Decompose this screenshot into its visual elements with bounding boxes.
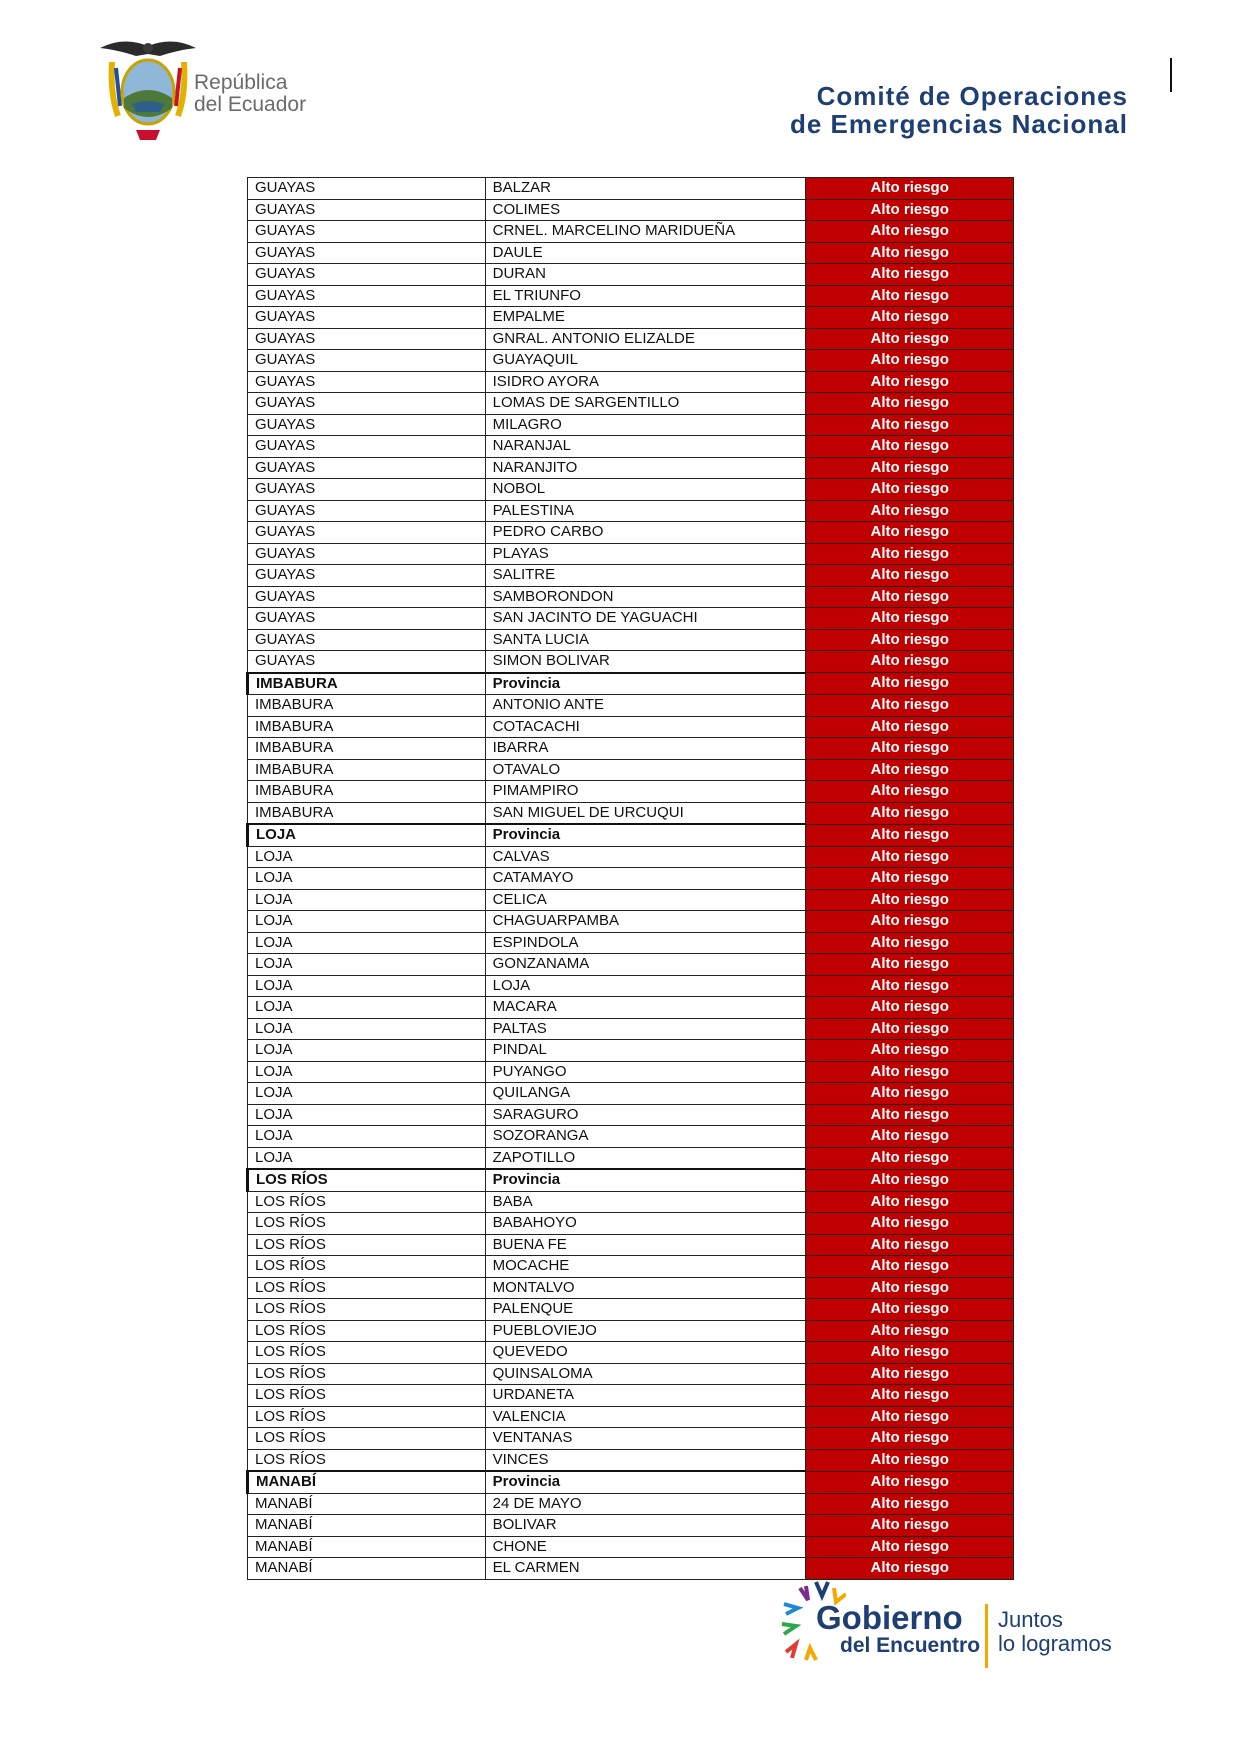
canton-cell: SAN JACINTO DE YAGUACHI [485,608,806,630]
risk-level-cell: Alto riesgo [806,350,1014,372]
table-row [248,1406,1014,1428]
risk-level-cell: Alto riesgo [806,1061,1014,1083]
table-row [248,911,1014,933]
province-cell: IMBABURA [248,802,486,824]
risk-level-cell: Alto riesgo [806,759,1014,781]
canton-cell: SALITRE [485,565,806,587]
province-cell: LOS RÍOS [248,1191,486,1213]
risk-level-cell: Alto riesgo [806,1234,1014,1256]
risk-level-cell: Alto riesgo [806,1449,1014,1471]
province-cell: GUAYAS [248,414,486,436]
province-cell: LOJA [248,1061,486,1083]
risk-level-cell: Alto riesgo [806,673,1014,695]
risk-table-body [248,178,1014,1580]
risk-level-cell: Alto riesgo [806,716,1014,738]
risk-level-cell: Alto riesgo [806,1299,1014,1321]
province-cell: GUAYAS [248,608,486,630]
risk-level-cell: Alto riesgo [806,1406,1014,1428]
canton-cell: CHAGUARPAMBA [485,911,806,933]
province-cell: LOJA [248,932,486,954]
risk-level-cell: Alto riesgo [806,889,1014,911]
risk-level-cell: Alto riesgo [806,221,1014,243]
canton-cell: ISIDRO AYORA [485,371,806,393]
table-row [248,307,1014,329]
footer-divider [985,1604,988,1668]
province-header-row [248,824,1014,846]
risk-level-cell: Alto riesgo [806,1213,1014,1235]
province-cell: LOS RÍOS [248,1363,486,1385]
risk-level-cell: Alto riesgo [806,242,1014,264]
table-row [248,221,1014,243]
table-row [248,802,1014,824]
table-row [248,1147,1014,1169]
canton-cell: LOMAS DE SARGENTILLO [485,393,806,415]
table-row [248,371,1014,393]
table-row [248,1363,1014,1385]
canton-cell: PEDRO CARBO [485,522,806,544]
canton-cell: SANTA LUCIA [485,629,806,651]
risk-level-cell: Alto riesgo [806,371,1014,393]
risk-level-cell: Alto riesgo [806,868,1014,890]
ecuador-coat-of-arms-icon [98,34,198,144]
canton-cell: BABAHOYO [485,1213,806,1235]
risk-level-cell: Alto riesgo [806,543,1014,565]
table-row [248,695,1014,717]
table-row [248,393,1014,415]
risk-level-cell: Alto riesgo [806,975,1014,997]
risk-level-cell: Alto riesgo [806,1018,1014,1040]
risk-level-cell: Alto riesgo [806,1147,1014,1169]
risk-level-cell: Alto riesgo [806,479,1014,501]
canton-cell: OTAVALO [485,759,806,781]
table-row [248,1277,1014,1299]
province-cell: LOJA [248,889,486,911]
republica-line-1: República [194,71,288,94]
table-row [248,1256,1014,1278]
table-row [248,975,1014,997]
canton-cell: SARAGURO [485,1104,806,1126]
table-row [248,868,1014,890]
risk-level-cell: Alto riesgo [806,522,1014,544]
province-header-row [248,673,1014,695]
province-cell: GUAYAS [248,522,486,544]
canton-cell: EL CARMEN [485,1558,806,1580]
canton-cell: GNRAL. ANTONIO ELIZALDE [485,328,806,350]
table-row [248,651,1014,673]
table-row [248,759,1014,781]
republica-logo [98,34,358,144]
canton-cell: ESPINDOLA [485,932,806,954]
province-cell: LOS RÍOS [248,1428,486,1450]
risk-level-cell: Alto riesgo [806,846,1014,868]
table-row [248,1428,1014,1450]
table-row [248,1018,1014,1040]
province-cell: LOJA [248,997,486,1019]
province-cell: LOJA [248,846,486,868]
table-row [248,1299,1014,1321]
table-row [248,414,1014,436]
table-row [248,1234,1014,1256]
province-cell: GUAYAS [248,221,486,243]
table-row [248,178,1014,200]
republica-line-2: del Ecuador [194,93,307,116]
canton-cell: QUILANGA [485,1083,806,1105]
table-row [248,1342,1014,1364]
risk-level-cell: Alto riesgo [806,414,1014,436]
table-row [248,328,1014,350]
canton-cell: COTACACHI [485,716,806,738]
risk-level-cell: Alto riesgo [806,1342,1014,1364]
province-cell: GUAYAS [248,264,486,286]
risk-level-cell: Alto riesgo [806,500,1014,522]
province-cell: LOS RÍOS [248,1449,486,1471]
risk-level-cell: Alto riesgo [806,954,1014,976]
canton-cell: MACARA [485,997,806,1019]
province-cell: LOS RÍOS [248,1169,486,1191]
province-cell: IMBABURA [248,695,486,717]
province-cell: MANABÍ [248,1493,486,1515]
risk-level-cell: Alto riesgo [806,1277,1014,1299]
canton-cell: COLIMES [485,199,806,221]
canton-cell: BOLIVAR [485,1515,806,1537]
table-row [248,565,1014,587]
province-cell: GUAYAS [248,178,486,200]
table-row [248,457,1014,479]
risk-level-cell: Alto riesgo [806,1104,1014,1126]
canton-cell: BALZAR [485,178,806,200]
table-row [248,1515,1014,1537]
table-row [248,522,1014,544]
canton-cell: DURAN [485,264,806,286]
canton-cell: SOZORANGA [485,1126,806,1148]
table-row [248,932,1014,954]
province-header-row [248,1169,1014,1191]
risk-level-cell: Alto riesgo [806,457,1014,479]
risk-level-cell: Alto riesgo [806,199,1014,221]
canton-cell: Provincia [485,1169,806,1191]
risk-level-cell: Alto riesgo [806,738,1014,760]
canton-cell: BABA [485,1191,806,1213]
province-cell: GUAYAS [248,371,486,393]
province-cell: MANABÍ [248,1515,486,1537]
canton-cell: MOCACHE [485,1256,806,1278]
canton-cell: MILAGRO [485,414,806,436]
province-cell: LOS RÍOS [248,1406,486,1428]
province-cell: LOS RÍOS [248,1385,486,1407]
risk-level-cell: Alto riesgo [806,1083,1014,1105]
province-cell: LOS RÍOS [248,1320,486,1342]
risk-level-cell: Alto riesgo [806,1169,1014,1191]
gobierno-logo [776,1574,1136,1674]
risk-level-cell: Alto riesgo [806,1126,1014,1148]
coe-title [790,82,1128,138]
table-row [248,1104,1014,1126]
risk-level-cell: Alto riesgo [806,824,1014,846]
canton-cell: PLAYAS [485,543,806,565]
province-cell: LOJA [248,1104,486,1126]
risk-level-cell: Alto riesgo [806,565,1014,587]
risk-level-cell: Alto riesgo [806,285,1014,307]
province-cell: LOS RÍOS [248,1256,486,1278]
canton-cell: CHONE [485,1536,806,1558]
table-row [248,500,1014,522]
table-row [248,846,1014,868]
canton-cell: EL TRIUNFO [485,285,806,307]
risk-level-cell: Alto riesgo [806,911,1014,933]
table-row [248,1385,1014,1407]
canton-cell: EMPALME [485,307,806,329]
canton-cell: QUINSALOMA [485,1363,806,1385]
risk-level-cell: Alto riesgo [806,651,1014,673]
province-cell: LOS RÍOS [248,1299,486,1321]
canton-cell: PUEBLOVIEJO [485,1320,806,1342]
table-row [248,264,1014,286]
table-row [248,608,1014,630]
risk-level-cell: Alto riesgo [806,781,1014,803]
table-row [248,1493,1014,1515]
province-cell: LOJA [248,1126,486,1148]
province-cell: LOS RÍOS [248,1342,486,1364]
canton-cell: PINDAL [485,1040,806,1062]
table-row [248,543,1014,565]
canton-cell: GONZANAMA [485,954,806,976]
risk-level-cell: Alto riesgo [806,307,1014,329]
table-row [248,954,1014,976]
canton-cell: ZAPOTILLO [485,1147,806,1169]
canton-cell: PALESTINA [485,500,806,522]
province-cell: GUAYAS [248,565,486,587]
risk-level-cell: Alto riesgo [806,1515,1014,1537]
coe-title-line-2: de Emergencias Nacional [789,109,1128,139]
risk-level-cell: Alto riesgo [806,586,1014,608]
canton-cell: NARANJITO [485,457,806,479]
canton-cell: DAULE [485,242,806,264]
canton-cell: Provincia [485,824,806,846]
canton-cell: Provincia [485,673,806,695]
risk-level-cell: Alto riesgo [806,629,1014,651]
risk-level-cell: Alto riesgo [806,1256,1014,1278]
risk-level-cell: Alto riesgo [806,932,1014,954]
risk-level-cell: Alto riesgo [806,436,1014,458]
canton-cell: CALVAS [485,846,806,868]
province-cell: MANABÍ [248,1558,486,1580]
canton-cell: BUENA FE [485,1234,806,1256]
canton-cell: ANTONIO ANTE [485,695,806,717]
table-row [248,738,1014,760]
canton-cell: VENTANAS [485,1428,806,1450]
del-encuentro-word: del Encuentro [840,1634,981,1657]
risk-level-cell: Alto riesgo [806,695,1014,717]
risk-level-cell: Alto riesgo [806,608,1014,630]
province-cell: IMBABURA [248,716,486,738]
province-cell: GUAYAS [248,629,486,651]
province-cell: IMBABURA [248,759,486,781]
juntos-lo-logramos [998,1608,1112,1656]
table-row [248,629,1014,651]
table-row [248,1061,1014,1083]
canton-cell: PALTAS [485,1018,806,1040]
province-cell: IMBABURA [248,781,486,803]
risk-level-cell: Alto riesgo [806,1320,1014,1342]
header-divider [1170,58,1172,92]
table-row [248,716,1014,738]
risk-level-cell: Alto riesgo [806,1363,1014,1385]
table-row [248,436,1014,458]
province-cell: IMBABURA [248,738,486,760]
canton-cell: PUYANGO [485,1061,806,1083]
canton-cell: CATAMAYO [485,868,806,890]
province-cell: LOJA [248,911,486,933]
province-cell: LOS RÍOS [248,1234,486,1256]
gobierno-word: Gobierno [816,1599,963,1636]
risk-level-cell: Alto riesgo [806,328,1014,350]
province-cell: GUAYAS [248,586,486,608]
risk-level-cell: Alto riesgo [806,178,1014,200]
table-row [248,1040,1014,1062]
canton-cell: IBARRA [485,738,806,760]
province-cell: LOJA [248,1147,486,1169]
table-row [248,1191,1014,1213]
risk-level-cell: Alto riesgo [806,802,1014,824]
canton-cell: CRNEL. MARCELINO MARIDUEÑA [485,221,806,243]
risk-level-cell: Alto riesgo [806,1471,1014,1493]
canton-cell: PALENQUE [485,1299,806,1321]
province-cell: LOJA [248,975,486,997]
table-row [248,199,1014,221]
risk-level-cell: Alto riesgo [806,1493,1014,1515]
canton-cell: SAMBORONDON [485,586,806,608]
province-cell: GUAYAS [248,651,486,673]
risk-level-cell: Alto riesgo [806,997,1014,1019]
risk-level-cell: Alto riesgo [806,393,1014,415]
table-row [248,1083,1014,1105]
province-cell: GUAYAS [248,307,486,329]
canton-cell: GUAYAQUIL [485,350,806,372]
province-cell: LOJA [248,1018,486,1040]
province-cell: LOS RÍOS [248,1277,486,1299]
canton-cell: 24 DE MAYO [485,1493,806,1515]
canton-cell: PIMAMPIRO [485,781,806,803]
table-row [248,1536,1014,1558]
province-cell: IMBABURA [248,673,486,695]
canton-cell: URDANETA [485,1385,806,1407]
province-cell: GUAYAS [248,242,486,264]
table-row [248,586,1014,608]
province-cell: GUAYAS [248,479,486,501]
province-cell: GUAYAS [248,285,486,307]
province-cell: GUAYAS [248,500,486,522]
canton-cell: MONTALVO [485,1277,806,1299]
risk-level-cell: Alto riesgo [806,1191,1014,1213]
table-row [248,889,1014,911]
table-row [248,1213,1014,1235]
risk-level-cell: Alto riesgo [806,264,1014,286]
table-row [248,479,1014,501]
province-cell: LOJA [248,1040,486,1062]
canton-cell: LOJA [485,975,806,997]
canton-cell: NOBOL [485,479,806,501]
province-header-row [248,1471,1014,1493]
table-row [248,781,1014,803]
canton-cell: SIMON BOLIVAR [485,651,806,673]
canton-cell: VALENCIA [485,1406,806,1428]
province-cell: LOJA [248,954,486,976]
province-cell: MANABÍ [248,1536,486,1558]
table-row [248,1320,1014,1342]
canton-cell: CELICA [485,889,806,911]
province-cell: LOJA [248,824,486,846]
province-cell: GUAYAS [248,393,486,415]
province-cell: MANABÍ [248,1471,486,1493]
canton-cell: QUEVEDO [485,1342,806,1364]
risk-level-cell: Alto riesgo [806,1536,1014,1558]
province-cell: LOJA [248,868,486,890]
province-cell: LOS RÍOS [248,1213,486,1235]
table-row [248,350,1014,372]
province-cell: GUAYAS [248,199,486,221]
juntos-line-2: lo logramos [998,1631,1112,1656]
province-cell: LOJA [248,1083,486,1105]
province-cell: GUAYAS [248,350,486,372]
province-cell: GUAYAS [248,543,486,565]
risk-level-cell: Alto riesgo [806,1385,1014,1407]
table-row [248,242,1014,264]
juntos-line-1: Juntos [998,1607,1063,1632]
coe-title-line-1: Comité de Operaciones [816,81,1128,111]
risk-level-cell: Alto riesgo [806,1558,1014,1580]
canton-cell: VINCES [485,1449,806,1471]
province-cell: GUAYAS [248,328,486,350]
table-row [248,285,1014,307]
table-row [248,997,1014,1019]
risk-table [246,177,1014,1580]
province-cell: GUAYAS [248,436,486,458]
table-row [248,1449,1014,1471]
risk-level-cell: Alto riesgo [806,1040,1014,1062]
canton-cell: Provincia [485,1471,806,1493]
province-cell: GUAYAS [248,457,486,479]
table-row [248,1126,1014,1148]
risk-level-cell: Alto riesgo [806,1428,1014,1450]
canton-cell: SAN MIGUEL DE URCUQUI [485,802,806,824]
canton-cell: NARANJAL [485,436,806,458]
